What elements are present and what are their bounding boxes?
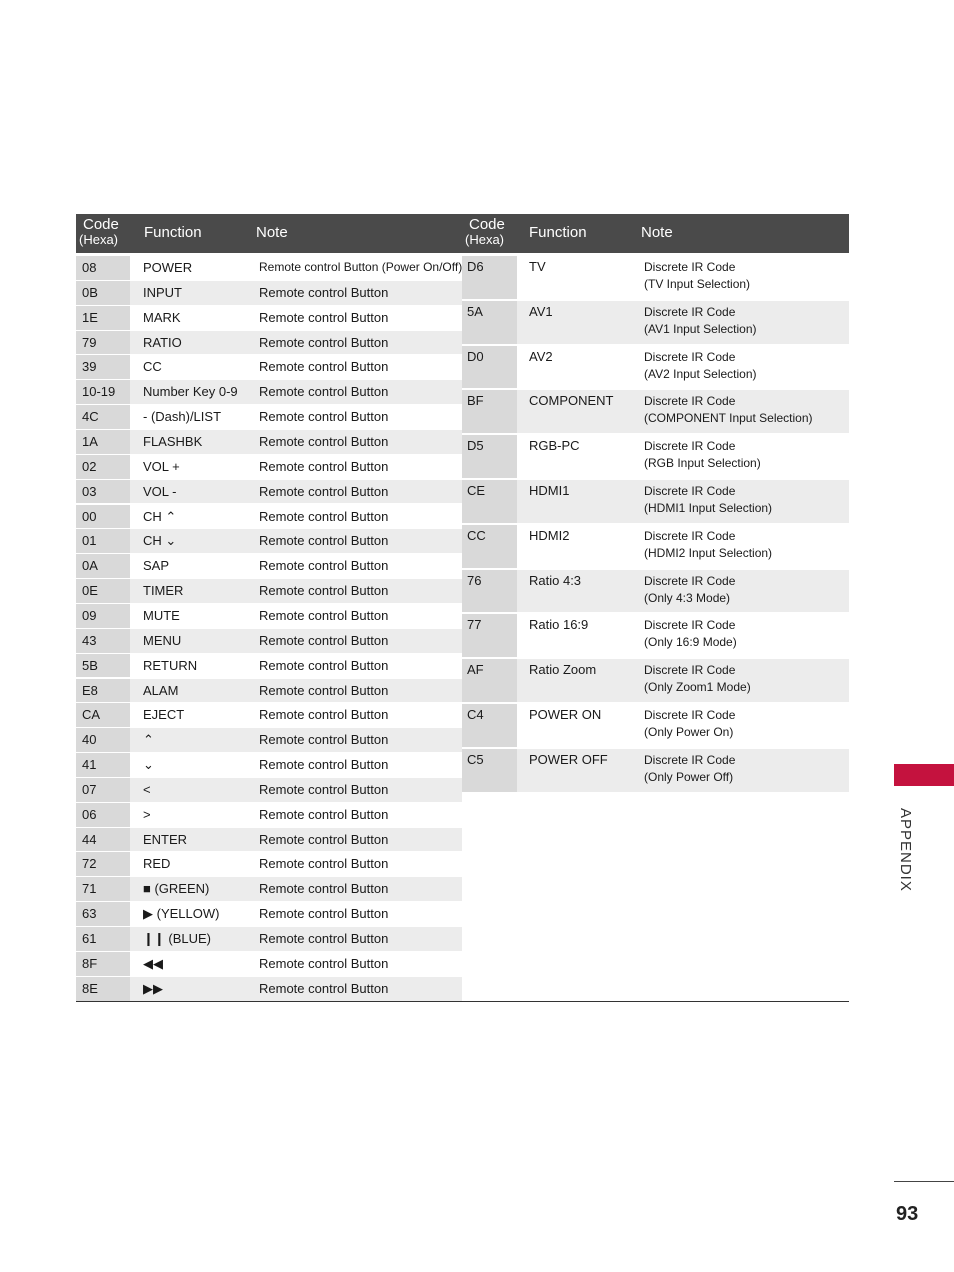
note-line-2: (Only Power Off) bbox=[644, 769, 734, 784]
row-code: 1A bbox=[76, 430, 130, 454]
row-note: Remote control Button bbox=[259, 657, 389, 673]
right-table-row bbox=[462, 480, 849, 523]
right-table-row bbox=[462, 301, 849, 344]
row-code: 77 bbox=[462, 614, 517, 657]
appendix-tab-marker bbox=[894, 764, 954, 786]
row-note: Remote control Button bbox=[259, 607, 389, 623]
note-line-2: (Only 4:3 Mode) bbox=[644, 590, 731, 605]
row-note: Remote control Button bbox=[259, 757, 389, 772]
row-function: EJECT bbox=[143, 707, 185, 723]
note-line-1: Discrete IR Code bbox=[644, 618, 736, 633]
left-table-row bbox=[76, 604, 462, 628]
row-function: COMPONENT bbox=[529, 393, 614, 409]
row-code: 76 bbox=[462, 570, 517, 613]
right-table-row bbox=[462, 570, 849, 613]
row-code: 07 bbox=[76, 778, 130, 802]
row-code: 79 bbox=[76, 331, 130, 355]
row-code: 02 bbox=[76, 455, 130, 479]
row-function: AV2 bbox=[529, 348, 553, 364]
left-table-row bbox=[76, 828, 462, 852]
left-table-row bbox=[76, 679, 462, 703]
note-line-2: (Only 16:9 Mode) bbox=[644, 635, 737, 650]
left-table-row bbox=[76, 902, 462, 926]
row-function: ◀◀ bbox=[143, 955, 163, 971]
row-note: Remote control Button bbox=[259, 732, 389, 748]
row-function: TIMER bbox=[143, 583, 184, 598]
row-note bbox=[644, 704, 849, 747]
row-function: POWER bbox=[143, 260, 193, 275]
right-table-row bbox=[462, 525, 849, 568]
page-number: 93 bbox=[896, 1203, 919, 1225]
note-line-1: Discrete IR Code bbox=[644, 573, 736, 588]
row-function: ▶ (YELLOW) bbox=[143, 906, 220, 922]
row-code: 71 bbox=[76, 877, 130, 901]
row-code: 10-19 bbox=[76, 380, 130, 404]
left-header-function: Function bbox=[144, 224, 202, 241]
note-line-1: Discrete IR Code bbox=[644, 528, 736, 543]
row-code: 0B bbox=[76, 281, 130, 305]
row-code: 61 bbox=[76, 927, 130, 951]
row-note: Remote control Button bbox=[259, 831, 389, 847]
left-table-row bbox=[76, 256, 462, 280]
row-function: MENU bbox=[143, 632, 182, 648]
note-line-1: Discrete IR Code bbox=[644, 663, 736, 678]
row-function: ALAM bbox=[143, 682, 179, 698]
row-code: 0E bbox=[76, 579, 130, 603]
row-function: MARK bbox=[143, 309, 181, 325]
row-note: Remote control Button bbox=[259, 931, 389, 946]
note-line-2: (TV Input Selection) bbox=[644, 277, 751, 291]
row-function: Number Key 0-9 bbox=[143, 384, 238, 400]
left-header-hexa: (Hexa) bbox=[79, 232, 119, 247]
left-table-row bbox=[76, 803, 462, 827]
row-note: Remote control Button bbox=[259, 682, 389, 698]
left-table-row bbox=[76, 952, 462, 976]
row-note: Remote control Button bbox=[259, 583, 389, 598]
row-code: AF bbox=[462, 659, 517, 702]
row-function: TV bbox=[529, 259, 546, 274]
row-note: Remote control Button bbox=[259, 632, 389, 648]
row-code: 08 bbox=[76, 256, 130, 280]
row-code: D5 bbox=[462, 435, 517, 478]
note-line-2: (COMPONENT Input Selection) bbox=[644, 411, 813, 426]
left-table-row bbox=[76, 306, 462, 330]
row-code: 8E bbox=[76, 977, 130, 1001]
row-code: 41 bbox=[76, 753, 130, 777]
left-table-row bbox=[76, 430, 462, 454]
row-function: VOL + bbox=[143, 458, 180, 474]
row-function: ENTER bbox=[143, 831, 188, 847]
row-code: 03 bbox=[76, 480, 130, 504]
row-code: 5B bbox=[76, 654, 130, 678]
table-bottom-rule bbox=[76, 1001, 849, 1002]
left-table-row bbox=[76, 505, 462, 529]
right-table-header bbox=[462, 214, 849, 253]
left-table-row bbox=[76, 554, 462, 578]
left-table-row bbox=[76, 927, 462, 951]
note-line-1: Discrete IR Code bbox=[644, 349, 736, 364]
appendix-side-label: APPENDIX bbox=[897, 808, 914, 892]
left-table-row bbox=[76, 852, 462, 876]
left-table-header bbox=[76, 214, 462, 253]
left-table-row bbox=[76, 529, 462, 553]
left-table-row bbox=[76, 579, 462, 603]
row-note: Remote control Button bbox=[259, 781, 389, 797]
left-header-code: Code bbox=[83, 216, 119, 233]
row-code: CE bbox=[462, 480, 517, 523]
row-code: D0 bbox=[462, 346, 517, 389]
row-code: 1E bbox=[76, 306, 130, 330]
right-table-row bbox=[462, 346, 849, 389]
left-table-row bbox=[76, 778, 462, 802]
right-header-code: Code bbox=[469, 216, 505, 233]
left-table-row bbox=[76, 753, 462, 777]
row-code: BF bbox=[462, 390, 517, 433]
row-function: CH ⌃ bbox=[143, 508, 177, 524]
row-note bbox=[644, 256, 849, 299]
note-line-2: (RGB Input Selection) bbox=[644, 456, 761, 471]
row-code: 39 bbox=[76, 355, 130, 379]
row-function: ⌃ bbox=[143, 732, 154, 748]
row-note bbox=[644, 390, 849, 433]
row-function: CC bbox=[143, 359, 162, 375]
note-line-1: Discrete IR Code bbox=[644, 260, 736, 274]
right-table-row bbox=[462, 435, 849, 478]
note-line-1: Discrete IR Code bbox=[644, 484, 736, 498]
note-line-2: (AV2 Input Selection) bbox=[644, 366, 757, 381]
left-table-row bbox=[76, 703, 462, 727]
row-code: 5A bbox=[462, 301, 517, 344]
row-code: 44 bbox=[76, 828, 130, 852]
row-function: Ratio 16:9 bbox=[529, 617, 589, 633]
row-function: MUTE bbox=[143, 607, 180, 623]
row-note bbox=[644, 435, 849, 478]
row-function: POWER OFF bbox=[529, 751, 608, 767]
row-code: C4 bbox=[462, 704, 517, 747]
row-function: RETURN bbox=[143, 657, 198, 673]
note-line-1: Discrete IR Code bbox=[644, 304, 736, 319]
page-number-rule bbox=[894, 1181, 954, 1182]
row-function: < bbox=[143, 781, 151, 797]
row-code: CC bbox=[462, 525, 517, 568]
note-line-1: Discrete IR Code bbox=[644, 752, 736, 767]
row-code: 43 bbox=[76, 629, 130, 653]
right-table-row bbox=[462, 390, 849, 433]
left-table-row bbox=[76, 629, 462, 653]
row-note: Remote control Button bbox=[259, 856, 389, 872]
row-note bbox=[644, 301, 849, 344]
row-note: Remote control Button bbox=[259, 309, 389, 325]
row-function: ❙❙ (BLUE) bbox=[143, 931, 212, 946]
row-note: Remote control Button bbox=[259, 284, 389, 300]
row-note: Remote control Button bbox=[259, 483, 389, 499]
row-function: ■ (GREEN) bbox=[143, 881, 210, 897]
right-table-row bbox=[462, 749, 849, 792]
note-line-1: Discrete IR Code bbox=[644, 394, 736, 409]
row-note: Remote control Button bbox=[259, 409, 389, 425]
row-code: 63 bbox=[76, 902, 130, 926]
row-function: Ratio 4:3 bbox=[529, 572, 582, 588]
row-function: > bbox=[143, 806, 151, 822]
row-note: Remote control Button bbox=[259, 906, 389, 922]
row-code: E8 bbox=[76, 679, 130, 703]
row-function: AV1 bbox=[529, 303, 553, 319]
row-note: Remote control Button bbox=[259, 434, 389, 449]
row-code: 06 bbox=[76, 803, 130, 827]
row-function: ⌄ bbox=[143, 757, 154, 772]
row-function: SAP bbox=[143, 558, 170, 574]
row-note: Remote control Button bbox=[259, 334, 389, 350]
row-function: INPUT bbox=[143, 284, 182, 300]
row-note: Remote control Button bbox=[259, 707, 389, 723]
row-function: Ratio Zoom bbox=[529, 662, 597, 678]
note-line-2: (Only Power On) bbox=[644, 725, 734, 739]
row-note: Remote control Button bbox=[259, 508, 389, 524]
row-code: CA bbox=[76, 703, 130, 727]
left-table-row bbox=[76, 455, 462, 479]
row-note bbox=[644, 525, 849, 568]
note-line-2: (HDMI1 Input Selection) bbox=[644, 501, 773, 515]
row-note: Remote control Button bbox=[259, 359, 389, 375]
row-code: 01 bbox=[76, 529, 130, 553]
row-function: RATIO bbox=[143, 334, 182, 350]
row-note bbox=[644, 346, 849, 389]
row-code: 72 bbox=[76, 852, 130, 876]
left-table-row bbox=[76, 728, 462, 752]
row-function: ▶▶ bbox=[143, 980, 163, 996]
row-note: Remote control Button bbox=[259, 881, 389, 897]
left-table-row bbox=[76, 654, 462, 678]
row-note: Remote control Button bbox=[259, 384, 389, 400]
row-function: HDMI1 bbox=[529, 483, 570, 498]
left-table-row bbox=[76, 977, 462, 1001]
left-table-row bbox=[76, 380, 462, 404]
note-line-1: Discrete IR Code bbox=[644, 439, 736, 454]
row-code: 8F bbox=[76, 952, 130, 976]
row-function: RED bbox=[143, 856, 171, 872]
row-code: 0A bbox=[76, 554, 130, 578]
note-line-2: (Only Zoom1 Mode) bbox=[644, 680, 751, 695]
row-code: 09 bbox=[76, 604, 130, 628]
right-header-note: Note bbox=[641, 224, 673, 241]
row-code: 00 bbox=[76, 505, 130, 529]
left-table-row bbox=[76, 405, 462, 429]
right-table-row bbox=[462, 659, 849, 702]
right-header-function: Function bbox=[529, 224, 587, 241]
left-table-row bbox=[76, 355, 462, 379]
left-header-note: Note bbox=[256, 224, 288, 241]
right-table-row bbox=[462, 614, 849, 657]
row-function: HDMI2 bbox=[529, 527, 570, 543]
row-code: C5 bbox=[462, 749, 517, 792]
row-code: 4C bbox=[76, 405, 130, 429]
note-line-2: (HDMI2 Input Selection) bbox=[644, 545, 773, 560]
note-line-2: (AV1 Input Selection) bbox=[644, 321, 757, 336]
row-note bbox=[644, 480, 849, 523]
right-table-row bbox=[462, 256, 849, 299]
row-note: Remote control Button bbox=[259, 806, 389, 822]
row-function: CH ⌄ bbox=[143, 533, 177, 549]
row-note: Remote control Button bbox=[259, 533, 389, 549]
row-note: Remote control Button bbox=[259, 980, 389, 996]
row-note: Remote control Button bbox=[259, 458, 389, 474]
row-note bbox=[644, 570, 849, 613]
row-note: Remote control Button (Power On/Off) bbox=[259, 260, 462, 274]
row-note bbox=[644, 614, 849, 657]
row-code: D6 bbox=[462, 256, 517, 299]
left-table-row bbox=[76, 480, 462, 504]
row-function: FLASHBK bbox=[143, 434, 203, 449]
left-table-row bbox=[76, 281, 462, 305]
left-table-row bbox=[76, 877, 462, 901]
row-note: Remote control Button bbox=[259, 955, 389, 971]
row-function: POWER ON bbox=[529, 707, 602, 722]
row-note bbox=[644, 749, 849, 792]
right-table-row bbox=[462, 704, 849, 747]
row-code: 40 bbox=[76, 728, 130, 752]
row-note bbox=[644, 659, 849, 702]
note-line-1: Discrete IR Code bbox=[644, 708, 736, 722]
row-function: RGB-PC bbox=[529, 438, 580, 454]
row-function: VOL - bbox=[143, 483, 177, 499]
left-table-row bbox=[76, 331, 462, 355]
row-note: Remote control Button bbox=[259, 558, 389, 574]
row-function: - (Dash)/LIST bbox=[143, 409, 222, 425]
right-header-hexa: (Hexa) bbox=[465, 232, 505, 247]
